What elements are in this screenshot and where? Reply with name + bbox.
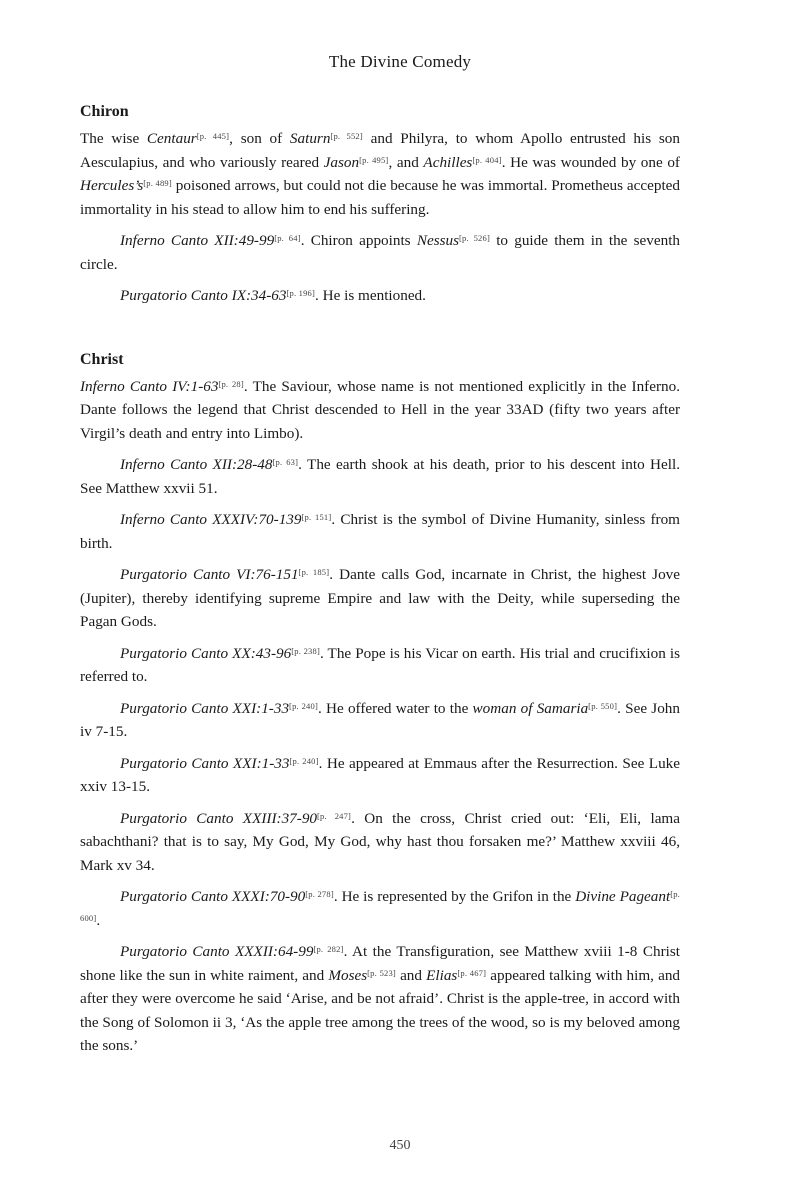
entry-paragraph — [80, 453, 680, 500]
entry-paragraph — [80, 642, 680, 689]
page-reference-link[interactable]: [p. 240] — [289, 700, 318, 711]
italic-reference[interactable]: Purgatorio Canto XXIII:37-90 — [120, 809, 318, 827]
page-reference-link[interactable]: [p. 495] — [359, 154, 389, 165]
italic-reference[interactable]: Saturn — [289, 130, 331, 147]
text-run: . Christ is the symbol of Divine Humanity, sinless from birth. — [80, 511, 680, 552]
italic-reference[interactable]: Hercules’s — [80, 177, 144, 194]
page-reference-link[interactable]: [p. 523] — [367, 967, 396, 978]
text-run: . Dante calls God, incarnate in Christ, the highest Jove (Jupiter), thereby identifying supreme Empire and law with the Deity, while superseding the Pagan Gods. — [80, 566, 681, 630]
italic-reference[interactable]: Inferno Canto IV:1-63 — [80, 377, 219, 395]
text-run: . The earth shook at his death, prior to his descent into Hell. See Matthew xxvii 51. — [80, 456, 680, 497]
page-reference-link[interactable]: [p. 600] — [80, 889, 680, 923]
page-reference-link[interactable]: [p. 445] — [196, 131, 230, 141]
text-run: . The Saviour, whose name is not mentioned explicitly in the Inferno. Dante follows the legend that Christ descended to Hell in the year 33AD (fifty two years after Virgil’s death and entry into Limbo). — [80, 377, 681, 442]
text-run: , son of — [229, 130, 290, 147]
entry-paragraph — [80, 885, 680, 932]
entry-paragraph — [80, 752, 680, 799]
italic-reference[interactable]: Inferno Canto XXXIV:70-139 — [120, 511, 302, 528]
italic-reference[interactable]: Purgatorio Canto XX:43-96 — [120, 644, 292, 662]
text-run: . See John iv 7-15. — [80, 699, 680, 740]
page-reference-link[interactable]: [p. 404] — [472, 154, 502, 165]
italic-reference[interactable]: Inferno Canto XII:28-48 — [120, 456, 273, 473]
page-reference-link[interactable]: [p. 185] — [298, 567, 330, 577]
italic-reference[interactable]: Jason — [323, 153, 360, 171]
page-reference-link[interactable]: [p. 196] — [286, 288, 316, 298]
page-reference-link[interactable]: [p. 282] — [313, 944, 344, 954]
entry-paragraph — [80, 375, 680, 446]
italic-reference[interactable]: Nessus — [416, 232, 460, 249]
text-run: . He is represented by the Grifon in the — [333, 888, 576, 905]
page-reference-link[interactable]: [p. 151] — [301, 512, 332, 522]
entry-paragraph — [80, 563, 680, 634]
text-run: . He offered water to the — [318, 699, 473, 717]
entry-paragraph — [80, 229, 680, 276]
text-run: and — [395, 966, 427, 984]
italic-reference[interactable]: Purgatorio Canto XXI:1-33 — [120, 754, 290, 772]
entry-paragraph — [80, 508, 680, 555]
italic-reference[interactable]: Achilles — [423, 153, 473, 171]
page-reference-link[interactable]: [p. 467] — [457, 967, 487, 978]
page-reference-link[interactable]: [p. 63] — [272, 457, 299, 467]
text-run: poisoned arrows, but could not die because he was immortal. Prometheus accepted immortality in his stead to allow him to end his suffering. — [80, 177, 680, 218]
text-run: . The Pope is his Vicar on earth. His trial and crucifixion is referred to. — [80, 644, 681, 685]
italic-reference[interactable]: Purgatorio Canto XXXI:70-90 — [120, 888, 306, 905]
page-reference-link[interactable]: [p. 240] — [289, 755, 319, 766]
italic-reference[interactable]: Purgatorio Canto IX:34-63 — [120, 287, 287, 304]
text-run: to guide them in the seventh circle. — [80, 232, 681, 273]
italic-reference[interactable]: Moses — [328, 966, 368, 984]
entry-chiron — [80, 100, 680, 308]
italic-reference[interactable]: Purgatorio Canto XXI:1-33 — [120, 699, 290, 717]
page-reference-link[interactable]: [p. 278] — [305, 889, 334, 899]
page-header: The Divine Comedy — [328, 52, 472, 71]
page-reference-link[interactable]: [p. 526] — [459, 233, 490, 243]
text-run: . Chiron appoints — [300, 232, 417, 249]
page-reference-link[interactable]: [p. 552] — [330, 131, 363, 141]
page-number: 450 — [389, 1138, 411, 1153]
text-run: . He was wounded by one of — [501, 153, 680, 171]
entry-heading: Chiron — [80, 103, 129, 120]
italic-reference[interactable]: Inferno Canto XII:49-99 — [120, 232, 275, 249]
entry-paragraph — [80, 284, 680, 308]
text-run: . He is mentioned. — [315, 287, 426, 304]
page-reference-link[interactable]: [p. 238] — [291, 645, 320, 656]
text-run: . — [96, 911, 101, 929]
italic-reference[interactable]: Elias — [426, 966, 458, 984]
italic-reference[interactable]: Purgatorio Canto VI:76-151 — [120, 566, 299, 583]
text-run: . On the cross, Christ cried out: ‘Eli, Eli, lama sabachthani? that is to say, My God, My God, why hast thou forsaken me?’ Matthew xxviii 46, Mark xv 34. — [80, 809, 680, 874]
text-run: , and — [388, 153, 424, 171]
italic-reference[interactable]: woman of Samaria — [472, 699, 589, 717]
entry-heading: Christ — [80, 350, 124, 368]
entry-paragraph — [80, 697, 680, 744]
entry-paragraph — [80, 940, 680, 1058]
page-reference-link[interactable]: [p. 489] — [143, 178, 172, 188]
text-run: appeared talking with him, and after they were overcome he said ‘Arise, and be not afraid’. Christ is the apple-tree, in accord with the Song of Solomon ii 3, ‘As the apple tree among the trees of the wood, so is my beloved among the sons.’ — [80, 966, 681, 1054]
entry-paragraph — [80, 127, 680, 221]
page-reference-link[interactable]: [p. 247] — [317, 810, 352, 821]
text-run: . He appeared at Emmaus after the Resurrection. See Luke xxiv 13-15. — [80, 754, 680, 795]
italic-reference[interactable]: Centaur — [146, 130, 197, 147]
page-reference-link[interactable]: [p. 550] — [588, 700, 618, 711]
page-reference-link[interactable]: [p. 28] — [218, 378, 244, 389]
text-run: . At the Transfiguration, see Matthew xviii 1-8 Christ shone like the sun in white raiment, and — [80, 943, 680, 984]
entry-christ — [80, 348, 680, 1058]
page-reference-link[interactable]: [p. 64] — [274, 233, 301, 243]
italic-reference[interactable]: Purgatorio Canto XXXII:64-99 — [120, 943, 314, 960]
italic-reference[interactable]: Divine Pageant — [575, 888, 671, 905]
text-run: The wise — [80, 130, 147, 147]
text-run: and Philyra, to whom Apollo entrusted his son Aesculapius, and who variously reared — [80, 130, 680, 171]
entry-paragraph — [80, 807, 680, 878]
document-body — [80, 100, 680, 1066]
